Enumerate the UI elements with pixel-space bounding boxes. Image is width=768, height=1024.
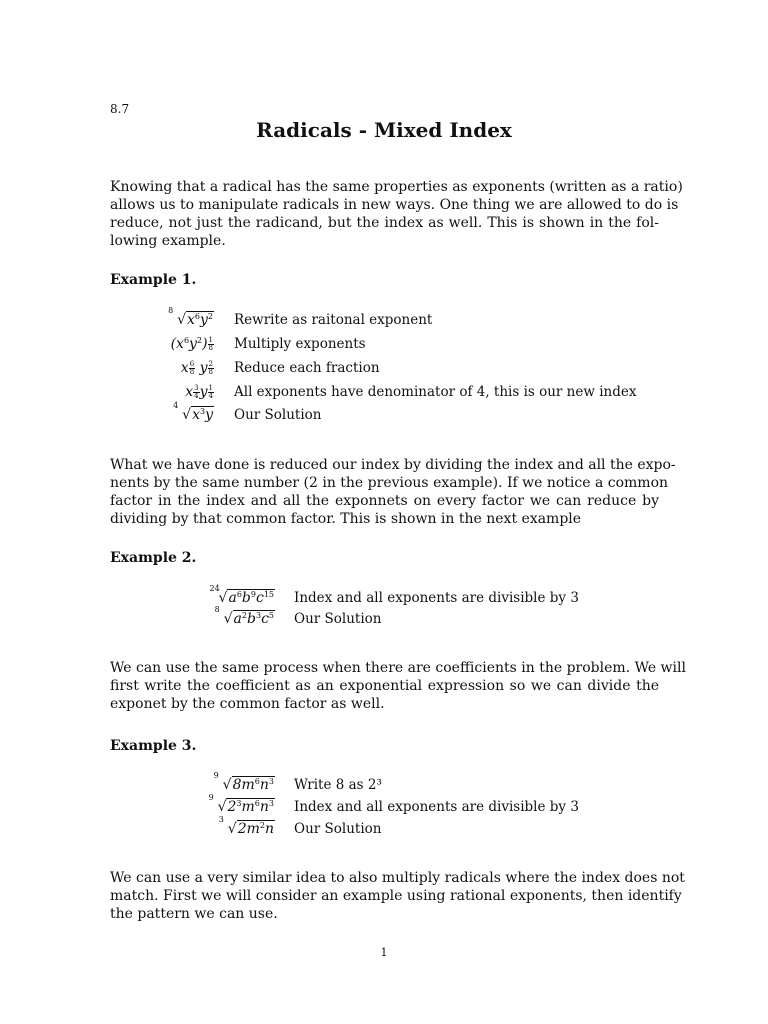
math-expression: x $\frac{3}{4}$ y $\frac{1}{4}$ (185, 384, 213, 400)
step-note: Index and all exponents are divisible by 3 (294, 799, 579, 815)
intro-paragraph (110, 178, 683, 250)
text-line: We can use a very similar idea to also multiply radicals where the index does not (110, 870, 685, 886)
step-note: Reduce each fraction (234, 360, 380, 376)
step-note: Write 8 as 2³ (294, 777, 382, 793)
text-line: exponet by the common factor as well. (110, 696, 385, 712)
math-expression: 8 $√a^2b^3c^5$ (214, 605, 274, 627)
step-note: Index and all exponents are divisible by 3 (294, 590, 579, 606)
section-number: 8.7 (110, 102, 130, 116)
text-line: first write the coefficient as an exponential expression so we can divide the (110, 678, 659, 694)
step-note: Multiply exponents (234, 336, 366, 352)
step-note: All exponents have denominator of 4, this is our new index (234, 384, 637, 400)
math-expression: $(x^6y^2)$ $\frac{1}{8}$ (170, 336, 213, 352)
text-line: lowing example. (110, 233, 226, 249)
text-line: reduce, not just the radicand, but the index as well. This is shown in the fol- (110, 215, 659, 231)
coefficient-paragraph (110, 659, 686, 713)
step-note: Our Solution (294, 611, 382, 627)
text-line: What we have done is reduced our index by dividing the index and all the expo- (110, 457, 676, 473)
example-3-heading: Example 3. (110, 738, 197, 754)
math-expression: x $\frac{6}{8}$ y $\frac{2}{8}$ (180, 360, 213, 376)
text-line: the pattern we can use. (110, 906, 278, 922)
page-title: Radicals - Mixed Index (256, 118, 512, 142)
math-expression: 24 $√a^6b^9c^{15}$ (209, 584, 274, 606)
math-expression: 8 $√x^6y^2$ (168, 306, 213, 328)
step-note: Rewrite as raitonal exponent (234, 312, 433, 328)
text-line: Knowing that a radical has the same properties as exponents (written as a ratio) (110, 179, 683, 195)
math-expression: 3 $√2m^2n$ (218, 815, 274, 837)
text-line: factor in the index and all the exponnets on every factor we can reduce by (110, 493, 659, 509)
text-line: nents by the same number (2 in the previous example). If we notice a common (110, 475, 669, 491)
text-line: allows us to manipulate radicals in new ways. One thing we are allowed to do is (110, 197, 679, 213)
text-line: We can use the same process when there are coefficients in the problem. We will (110, 660, 686, 676)
example-2-heading: Example 2. (110, 550, 197, 566)
example-1-heading: Example 1. (110, 272, 197, 288)
page-number: 1 (380, 946, 388, 959)
math-expression: 9 $√8m^6n^3$ (213, 771, 274, 793)
math-expression: 4 $√x^3y$ (173, 401, 213, 423)
math-expression: 9 $√2^3m^6n^3$ (208, 793, 274, 815)
text-line: match. First we will consider an example using rational exponents, then identify (110, 888, 682, 904)
closing-paragraph (110, 869, 685, 923)
text-line: dividing by that common factor. This is shown in the next example (110, 511, 582, 527)
explanation-paragraph (110, 456, 676, 528)
step-note: Our Solution (234, 407, 322, 423)
step-note: Our Solution (294, 821, 382, 837)
